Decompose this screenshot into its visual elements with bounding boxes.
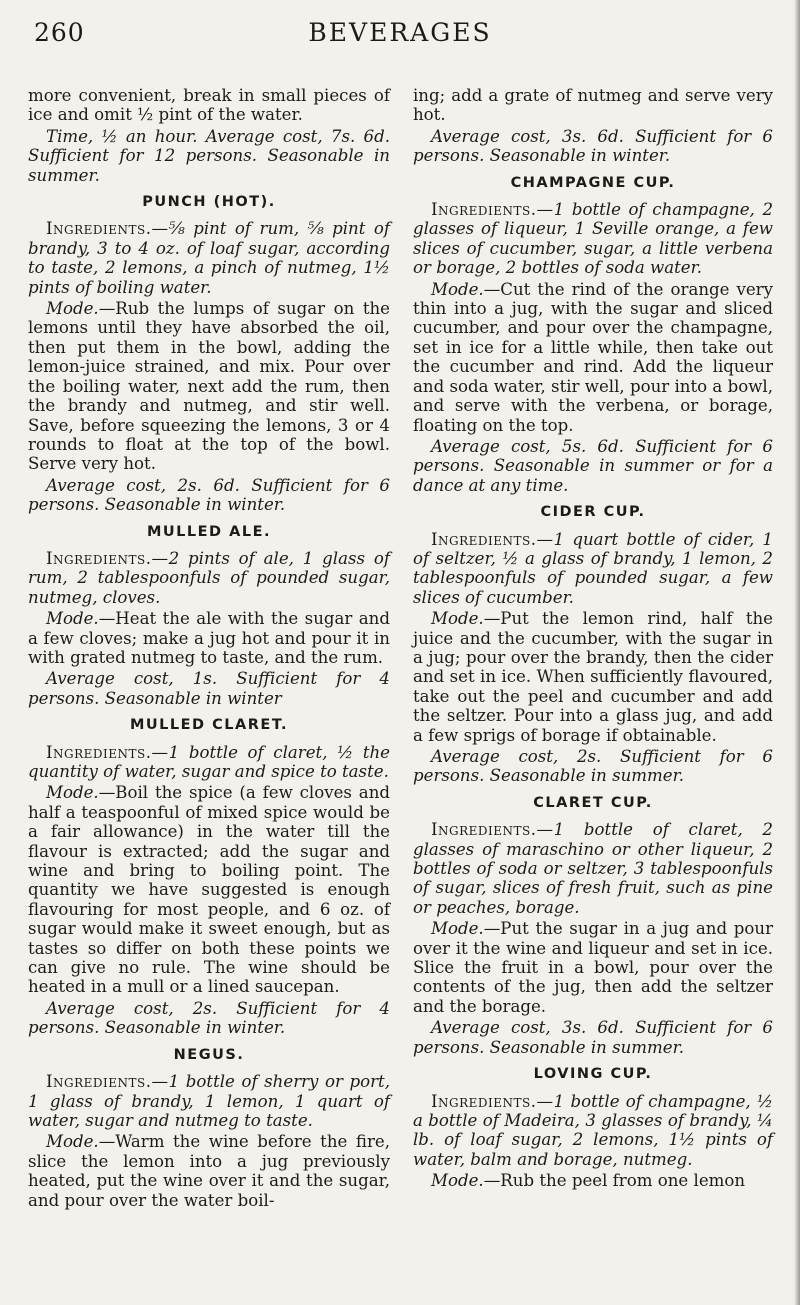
- recipe-title: LOVING CUP.: [533, 1066, 653, 1083]
- running-title: BEVERAGES: [308, 18, 492, 47]
- method: Mode.—Warm the wine before the fire, slice the lemon into a jug previously heated, put the wine over it and the sugar, and pour over the water boil-: [28, 1132, 390, 1210]
- recipe-title: CLARET CUP.: [533, 794, 653, 811]
- recipe-negus: [28, 1046, 390, 1210]
- recipe-meta: Average cost, 2s. Sufficient for 4 persons. Seasonable in winter.: [28, 998, 390, 1038]
- recipe-title: CIDER CUP.: [540, 504, 646, 521]
- ingredients: Ingredients.—1 bottle of champagne, 2 glasses of liqueur, 1 Seville orange, a few slices of cucumber, sugar, a little verbena or borage, 2 bottles of soda water.: [413, 200, 773, 278]
- recipe-title: NEGUS.: [173, 1046, 245, 1063]
- recipe-punch-hot: [28, 193, 390, 515]
- right-column: [413, 86, 773, 1193]
- recipe-meta: Average cost, 3s. 6d. Sufficient for 6 persons. Seasonable in winter.: [413, 126, 773, 166]
- ingredients: Ingredients.—1 bottle of sherry or port, 1 glass of brandy, 1 lemon, 1 quart of water, sugar and nutmeg to taste.: [28, 1072, 390, 1130]
- ingredients: Ingredients.—1 bottle of champagne, ½ a bottle of Madeira, 3 glasses of brandy, ¼ lb. of loaf sugar, 2 lemons, 1½ pints of water, balm and borage, nutmeg.: [413, 1091, 773, 1169]
- recipe-loving-cup: [413, 1065, 773, 1190]
- method: Mode.—Heat the ale with the sugar and a few cloves; make a jug hot and pour it in with grated nutmeg to taste, and the rum.: [28, 609, 390, 667]
- recipe-mulled-claret: [28, 716, 390, 1038]
- continued-text: ing; add a grate of nutmeg and serve very hot.: [413, 86, 773, 125]
- method: Mode.—Cut the rind of the orange very thin into a jug, with the sugar and sliced cucumber, and pour over the champagne, set in ice for a little while, then take out the cucumber and rind. Add the liqueur and soda water, stir well, pour into a bowl, and serve with the verbena, or borage, floating on the top.: [413, 279, 773, 435]
- recipe-meta: Average cost, 2s. 6d. Sufficient for 6 persons. Seasonable in winter.: [28, 475, 390, 515]
- ingredients: Ingredients.—1 quart bottle of cider, 1 of seltzer, ½ a glass of brandy, 1 lemon, 2 tablespoonfuls of pounded sugar, a few slices of cucumber.: [413, 529, 773, 607]
- ingredients: Ingredients.—1 bottle of claret, 2 glasses of maraschino or other liqueur, 2 bottles of soda or seltzer, 3 tablespoonfuls of sugar, slices of fresh fruit, such as pine or peaches, borage.: [413, 820, 773, 917]
- recipe-mulled-ale: [28, 523, 390, 709]
- method: Mode.—Rub the peel from one lemon: [431, 1171, 746, 1191]
- recipe-title: PUNCH (HOT).: [142, 194, 276, 211]
- method: Mode.—Put the sugar in a jug and pour over it the wine and liqueur and set in ice. Slice the fruit in a bowl, pour over the contents of the jug, then add the seltzer and the borage.: [413, 919, 773, 1016]
- method: Mode.—Boil the spice (a few cloves and half a teaspoonful of mixed spice would be a fair allowance) in the water till the flavour is extracted; add the sugar and wine and bring to boiling point. The quantity we have suggested is enough flavouring for most people, and 6 oz. of sugar would make it sweet enough, but as tastes so differ on both these points we can give no rule. The wine should be heated in a mull or a lined saucepan.: [28, 783, 390, 997]
- ingredients: Ingredients.—1 bottle of claret, ½ the quantity of water, sugar and spice to taste.: [28, 742, 390, 781]
- continued-text: more convenient, break in small pieces of ice and omit ½ pint of the water.: [28, 86, 390, 125]
- method: Mode.—Put the lemon rind, half the juice and the cucumber, with the sugar in a jug; pour over the brandy, then the cider and set in ice. When sufficiently flavoured, take out the peel and cucumber and add the seltzer. Pour into a glass jug, and add a few sprigs of borage if obtainable.: [413, 609, 773, 745]
- recipe-cider-cup: [413, 503, 773, 786]
- ingredients: Ingredients.—⅝ pint of rum, ⅝ pint of brandy, 3 to 4 oz. of loaf sugar, according to taste, 2 lemons, a pinch of nutmeg, 1½ pints of boiling water.: [28, 219, 390, 297]
- page-edge-shadow: [794, 0, 800, 1305]
- recipe-meta: Average cost, 3s. 6d. Sufficient for 6 persons. Seasonable in summer.: [413, 1018, 773, 1057]
- page-header: [34, 18, 766, 48]
- left-column: [28, 86, 390, 1212]
- ingredients: Ingredients.—2 pints of ale, 1 glass of rum, 2 tablespoonfuls of pounded sugar, nutmeg, cloves.: [28, 548, 390, 607]
- recipe-claret-cup: [413, 794, 773, 1057]
- recipe-title: MULLED ALE.: [146, 523, 272, 540]
- recipe-meta: Average cost, 1s. Sufficient for 4 persons. Seasonable in winter: [28, 669, 390, 708]
- recipe-meta: Average cost, 2s. Sufficient for 6 persons. Seasonable in summer.: [413, 747, 773, 786]
- recipe-title: MULLED CLARET.: [129, 717, 289, 734]
- recipe-title: CHAMPAGNE CUP.: [510, 174, 676, 191]
- recipe-meta: Average cost, 5s. 6d. Sufficient for 6 persons. Seasonable in summer or for a dance at any time.: [413, 436, 773, 495]
- recipe-meta: Time, ½ an hour. Average cost, 7s. 6d. Sufficient for 12 persons. Seasonable in summer.: [28, 126, 390, 185]
- recipe-champagne-cup: [413, 174, 773, 496]
- page-number: 260: [34, 18, 85, 47]
- method: Mode.—Rub the lumps of sugar on the lemons until they have absorbed the oil, then put them in the bowl, adding the lemon-juice strained, and mix. Pour over the boiling water, next add the rum, then the brandy and nutmeg, and stir well. Save, before squeezing the lemons, 3 or 4 rounds to float at the top of the bowl. Serve very hot.: [28, 299, 390, 474]
